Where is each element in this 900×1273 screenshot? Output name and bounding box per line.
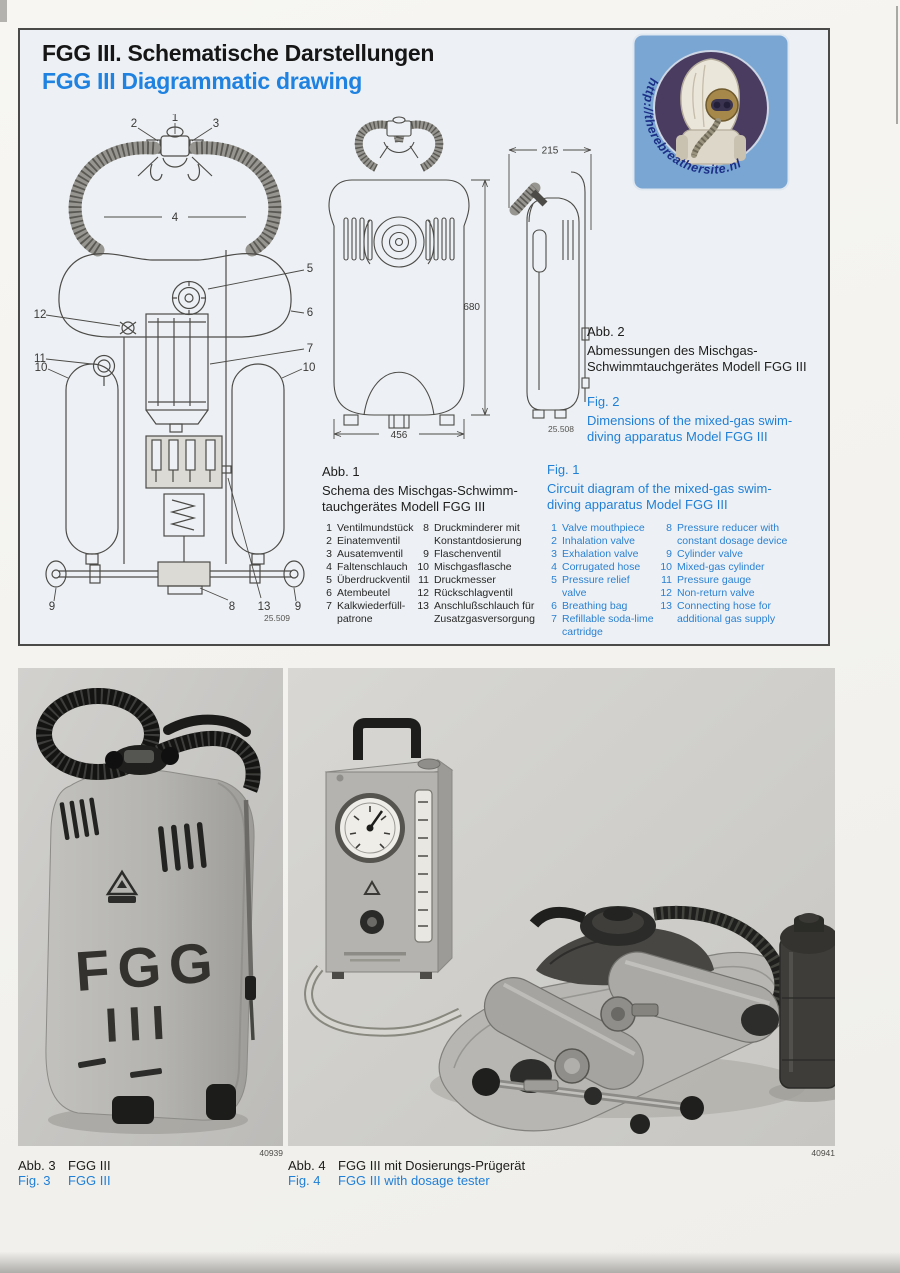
parts-list-english	[547, 522, 792, 639]
svg-text:9: 9	[294, 601, 302, 613]
parts-list-german-col1	[322, 522, 414, 626]
parts-list-german	[322, 522, 542, 626]
svg-text:10: 10	[34, 362, 48, 374]
figure2-fig-label: Fig. 2	[587, 394, 620, 409]
photo1-abb-label: Abb. 3	[18, 1158, 56, 1173]
figure2-caption-german	[587, 324, 822, 375]
dimension-width: 456	[390, 430, 408, 441]
photo-fgg3-with-dosage-tester	[288, 668, 835, 1146]
figure2-abb-line2: Schwimmtauchgerätes Modell FGG III	[587, 359, 807, 374]
parts-list-item: 6 Breathing bag	[551, 600, 628, 612]
parts-list-item: 3 Ausatemventil	[326, 548, 403, 560]
svg-text:10: 10	[302, 362, 316, 374]
svg-text:6: 6	[306, 307, 314, 319]
figure2-abb-line1: Abmessungen des Mischgas-	[587, 343, 758, 358]
parts-list-item: 7 Kalkwiederfüll- patrone	[326, 600, 406, 625]
parts-list-item: 8 Pressure reducer with constant dosage device	[666, 522, 788, 547]
parts-list-item: 1 Ventilmundstück	[326, 522, 414, 534]
parts-list-item: 9 Cylinder valve	[666, 548, 743, 560]
photo2-fig-label: Fig. 4	[288, 1173, 321, 1188]
scan-corner-artifact	[0, 0, 7, 22]
parts-list-item: 4 Faltenschlauch	[326, 561, 408, 573]
dimension-height: 680	[463, 302, 480, 313]
svg-text:9: 9	[48, 601, 56, 613]
parts-list-item: 1 Valve mouthpiece	[551, 522, 645, 534]
svg-text:3: 3	[212, 118, 220, 130]
figure1-fig-line1: Circuit diagram of the mixed-gas swim-	[547, 481, 772, 496]
svg-text:4: 4	[171, 212, 179, 224]
parts-list-item: 3 Exhalation valve	[551, 548, 639, 560]
paper-edge-shadow	[896, 6, 898, 124]
photo1-abb-title: FGG III	[68, 1158, 111, 1173]
page-title-english: FGG III Diagrammatic drawing	[42, 68, 363, 94]
figure1-caption-german	[322, 464, 537, 515]
photo2-abb-label: Abb. 4	[288, 1158, 326, 1173]
photo1-fig-label: Fig. 3	[18, 1173, 51, 1188]
circuit-schematic-drawing	[28, 114, 322, 624]
parts-list-item: 11 Pressure gauge	[661, 574, 752, 586]
front-view-dimension-drawing	[304, 114, 496, 452]
parts-list-item: 8 Druckminderer mit Konstantdosierung	[423, 522, 522, 547]
svg-text:8: 8	[228, 601, 236, 613]
svg-text:7: 7	[306, 343, 314, 355]
tester-flow-meter	[415, 790, 432, 942]
parts-list-item: 5 Pressure relief valve	[551, 574, 630, 599]
figure2-fig-line2: diving apparatus Model FGG III	[587, 429, 768, 444]
figure1-abb-line2: tauchgerätes Modell FGG III	[322, 499, 486, 514]
figure1-fig-line2: diving apparatus Model FGG III	[547, 497, 728, 512]
figure2-fig-line1: Dimensions of the mixed-gas swim-	[587, 413, 793, 428]
parts-list-item: 10 Mixed-gas cylinder	[660, 561, 765, 573]
parts-list-item: 5 Überdruckventil	[326, 574, 410, 586]
photo-fgg3-unit	[18, 668, 283, 1146]
schematic-ref-number: 25.509	[264, 613, 290, 623]
parts-list-item: 12 Non-return valve	[660, 587, 755, 599]
figure1-caption-english	[547, 462, 797, 513]
parts-list-item: 2 Inhalation valve	[551, 535, 635, 547]
svg-text:2: 2	[130, 118, 138, 130]
photo1-ref-number: 40939	[259, 1148, 283, 1158]
figure1-fig-label: Fig. 1	[547, 462, 580, 477]
photo2-fig-title: FGG III with dosage tester	[338, 1173, 490, 1188]
photo2-ref-number: 40941	[811, 1148, 835, 1158]
photo1-caption	[18, 1158, 111, 1188]
side-view-dimension-drawing	[497, 130, 605, 432]
photo1-foot	[206, 1084, 236, 1120]
svg-text:FGG: FGG	[73, 930, 223, 1003]
photo2-caption	[288, 1158, 525, 1188]
svg-text:11: 11	[34, 353, 46, 365]
parts-list-item: 12 Rückschlagventil	[417, 587, 513, 599]
photo1-foot	[112, 1096, 154, 1124]
parts-list-item: 7 Refillable soda-lime cartridge	[551, 613, 654, 638]
parts-list-item: 13 Connecting hose for additional gas supply	[660, 600, 776, 625]
parts-list-item: 11 Druckmesser	[418, 574, 496, 586]
parts-list-english-col1	[547, 522, 657, 639]
parts-list-english-col2	[657, 522, 792, 639]
figure2-caption-english	[587, 394, 822, 445]
figure2-abb-label: Abb. 2	[587, 324, 625, 339]
svg-text:12: 12	[33, 309, 47, 321]
parts-list-item: 9 Flaschenventil	[423, 548, 502, 560]
parts-list-item: 2 Einatemventil	[326, 535, 401, 547]
dimension-depth: 215	[541, 145, 559, 157]
photo2-abb-title: FGG III mit Dosierungs-Prügerät	[338, 1158, 526, 1173]
figure1-abb-line1: Schema des Mischgas-Schwimm-	[322, 483, 518, 498]
parts-list-item: 4 Corrugated hose	[551, 561, 641, 573]
parts-list-item: 6 Atembeutel	[326, 587, 391, 599]
page-bottom-shadow	[0, 1252, 900, 1273]
svg-text:III: III	[103, 996, 177, 1053]
svg-text:13: 13	[257, 601, 271, 613]
logo-url-text: http://therebreathersite.nl	[640, 76, 744, 177]
page-title-german: FGG III. Schematische Darstellungen	[42, 40, 435, 66]
svg-text:5: 5	[306, 263, 314, 275]
svg-text:1: 1	[171, 114, 179, 124]
parts-list-item: 13 Anschlußschlauch für Zusatzgasversorgung	[417, 600, 535, 625]
figure1-abb-label: Abb. 1	[322, 464, 360, 479]
dimension-drawing-ref-number: 25.508	[548, 424, 574, 434]
rebreathersite-stamp-logo	[632, 33, 790, 191]
photo1-fig-title: FGG III	[68, 1173, 111, 1188]
diagram-section-frame	[18, 28, 830, 646]
parts-list-german-col2	[414, 522, 542, 626]
parts-list-item: 10 Mischgasflasche	[417, 561, 512, 573]
